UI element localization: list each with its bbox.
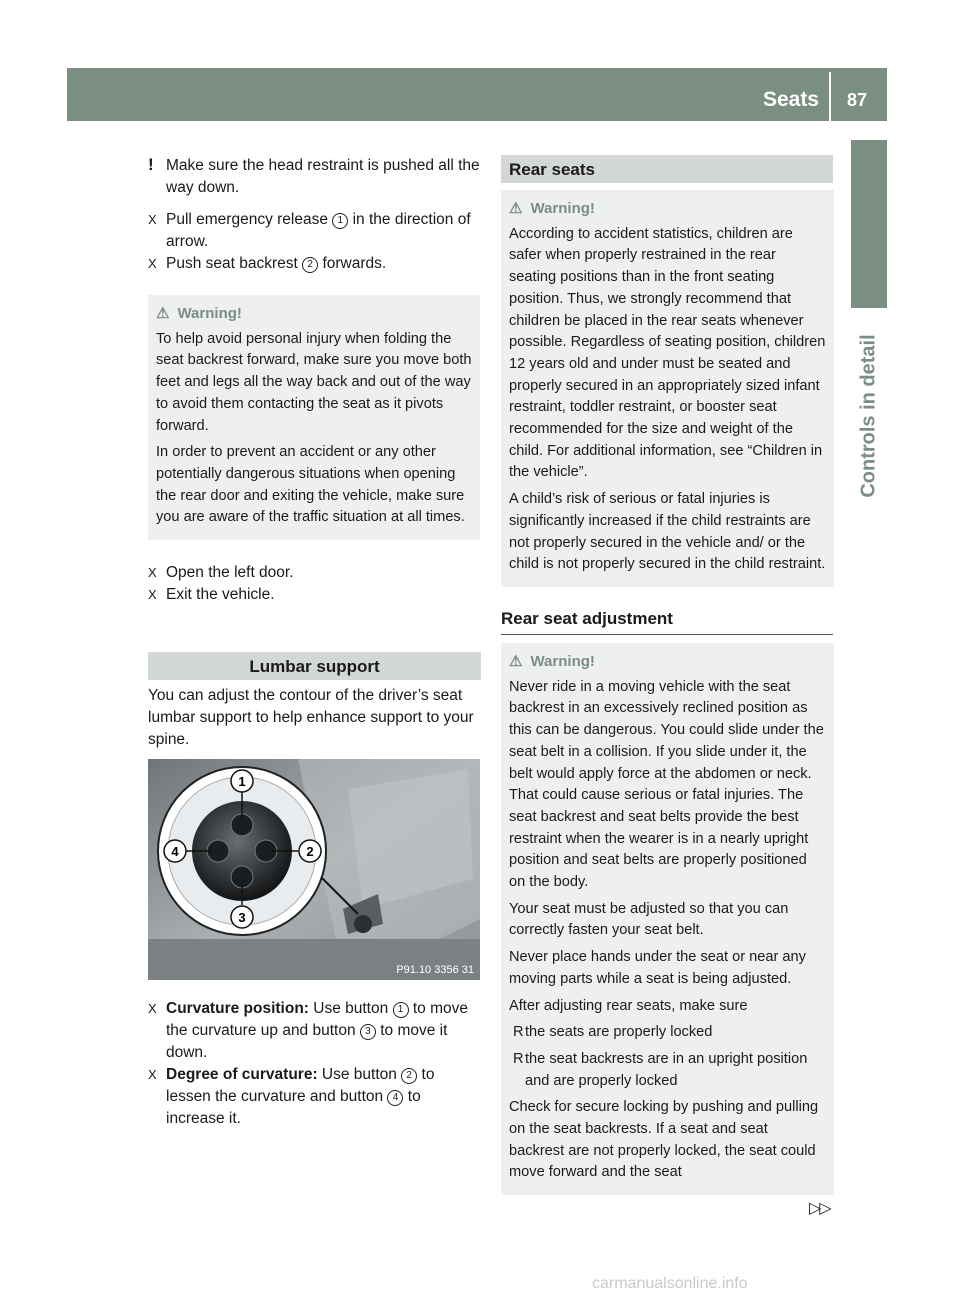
subheading-rear-seat-adjustment: Rear seat adjustment — [501, 609, 833, 635]
lumbar-control-photo — [148, 759, 480, 980]
callout-2-icon: 2 — [401, 1068, 417, 1084]
bullet-item: R the seat backrests are in an upright position and are properly locked — [513, 1050, 808, 1089]
photo-reference-code: P91.10 3356 31 — [396, 964, 474, 976]
side-tab-label: Controls in detail — [857, 334, 880, 498]
header-title: Seats — [762, 88, 819, 111]
lumbar-intro: You can adjust the contour of the driver’s seat lumbar support to help enhance support to your spine. — [148, 687, 474, 748]
bullet-item: R the seats are properly locked — [509, 1022, 826, 1044]
warning-text: Never place hands under the seat or near any moving parts while a seat is being adjusted. — [509, 949, 806, 987]
callout-1-icon: 1 — [393, 1002, 409, 1018]
step-arrow-icon: X — [148, 212, 157, 227]
head-restraint-note: ! Make sure the head restraint is pushed all the way down. — [148, 155, 480, 196]
step-arrow-icon: X — [148, 587, 157, 602]
warning-box-children — [501, 190, 834, 587]
step-arrow-icon: X — [148, 1067, 157, 1082]
warning-text: Never ride in a moving vehicle with the seat backrest in an excessively reclined position as this can be dangerous. You could slide under the seat belt in a collision. If you slide under it, the belt would apply force at the abdomen or neck. That could cause serious or fatal injuries. The seat backrest and seat belts provide the best restraint when the wearer is in a nearly upright position and seat belts are properly positioned on the body. — [509, 678, 824, 891]
callout-4-icon: 4 — [387, 1090, 403, 1106]
photo-callout-3: 3 — [238, 910, 246, 925]
section-heading-rear-seats: Rear seats — [501, 155, 833, 183]
page-number: 87 — [846, 90, 867, 110]
page-header — [67, 68, 887, 121]
step-exit-vehicle: X Exit the vehicle. — [148, 584, 481, 606]
warning-text: In order to prevent an accident or any other potentially dangerous situations when opening the rear door and exiting the vehicle, make sure you are aware of the traffic situation at all times. — [156, 444, 465, 526]
bullet-icon: R — [513, 1050, 524, 1067]
warning-text: After adjusting rear seats, make sure — [509, 997, 748, 1014]
lumbar-steps — [148, 998, 481, 1130]
warning-box-folding — [148, 295, 480, 540]
header-divider — [829, 72, 831, 121]
step-curvature-position: X Curvature position: Use button 1 to move the curvature up and button 3 to move it down. — [148, 1000, 468, 1061]
warning-triangle-icon: ⚠ — [509, 653, 523, 670]
warning-box-recline — [501, 643, 834, 1195]
side-tab-block — [851, 140, 887, 308]
continued-arrow-icon: ▷▷ — [809, 1200, 830, 1217]
section-heading-lumbar: Lumbar support — [148, 652, 481, 680]
step-open-door: X Open the left door. — [148, 562, 481, 584]
photo-callout-1: 1 — [238, 774, 246, 789]
warning-text: To help avoid personal injury when folding the seat backrest forward, make sure you move both feet and legs all the way back and out of the way to avoid them contacting the seat as it pivots forward. — [156, 330, 472, 434]
step-push-backrest: X Push seat backrest 2 forwards. — [148, 253, 481, 275]
step-pull-release: X Pull emergency release 1 in the direction of arrow. — [148, 211, 471, 250]
left-column — [148, 155, 481, 275]
warning-text: Your seat must be adjusted so that you can correctly fasten your seat belt. — [509, 900, 789, 939]
caution-mark-icon: ! — [148, 155, 154, 174]
callout-3-icon: 3 — [360, 1024, 376, 1040]
warning-triangle-icon: ⚠ — [509, 200, 523, 217]
warning-heading: ⚠ Warning! — [156, 305, 242, 322]
step-arrow-icon: X — [148, 256, 157, 271]
bullet-icon: R — [513, 1024, 524, 1041]
step-degree-of-curvature: X Degree of curvature: Use button 2 to lessen the curvature and button 4 to increase it. — [148, 1066, 435, 1127]
step-arrow-icon: X — [148, 1001, 157, 1016]
warning-triangle-icon: ⚠ — [156, 305, 170, 322]
photo-callout-2: 2 — [306, 844, 314, 859]
callout-2-icon: 2 — [302, 257, 318, 273]
watermark: carmanualsonline.info — [592, 1275, 748, 1292]
photo-callout-4: 4 — [171, 844, 179, 859]
warning-text: Check for secure locking by pushing and pulling on the seat backrests. If a seat and seat backrest are not properly locked, the seat could move forward and the seat — [509, 1099, 819, 1181]
left-steps-exit — [148, 562, 481, 606]
callout-1-icon: 1 — [332, 213, 348, 229]
warning-heading: ⚠ Warning! — [509, 200, 595, 217]
warning-text: A child’s risk of serious or fatal injuries is significantly increased if the child restraints are not properly secured in the vehicle and/ or the child is not properly secured in the child restraint. — [509, 491, 826, 573]
warning-text: According to accident statistics, children are safer when properly restrained in the rear seating positions than in the front seating position. Thus, we strongly recommend that children be placed in the rear seats whenever possible. Regardless of seating position, children 12 years old and under must be seated and properly secured in an appropriately sized infant restraint, toddler restraint, or booster seat recommended for the size and weight of the child. For additional information, see “Children in the vehicle”. — [509, 225, 826, 481]
warning-heading: ⚠ Warning! — [509, 653, 595, 670]
step-arrow-icon: X — [148, 565, 157, 580]
